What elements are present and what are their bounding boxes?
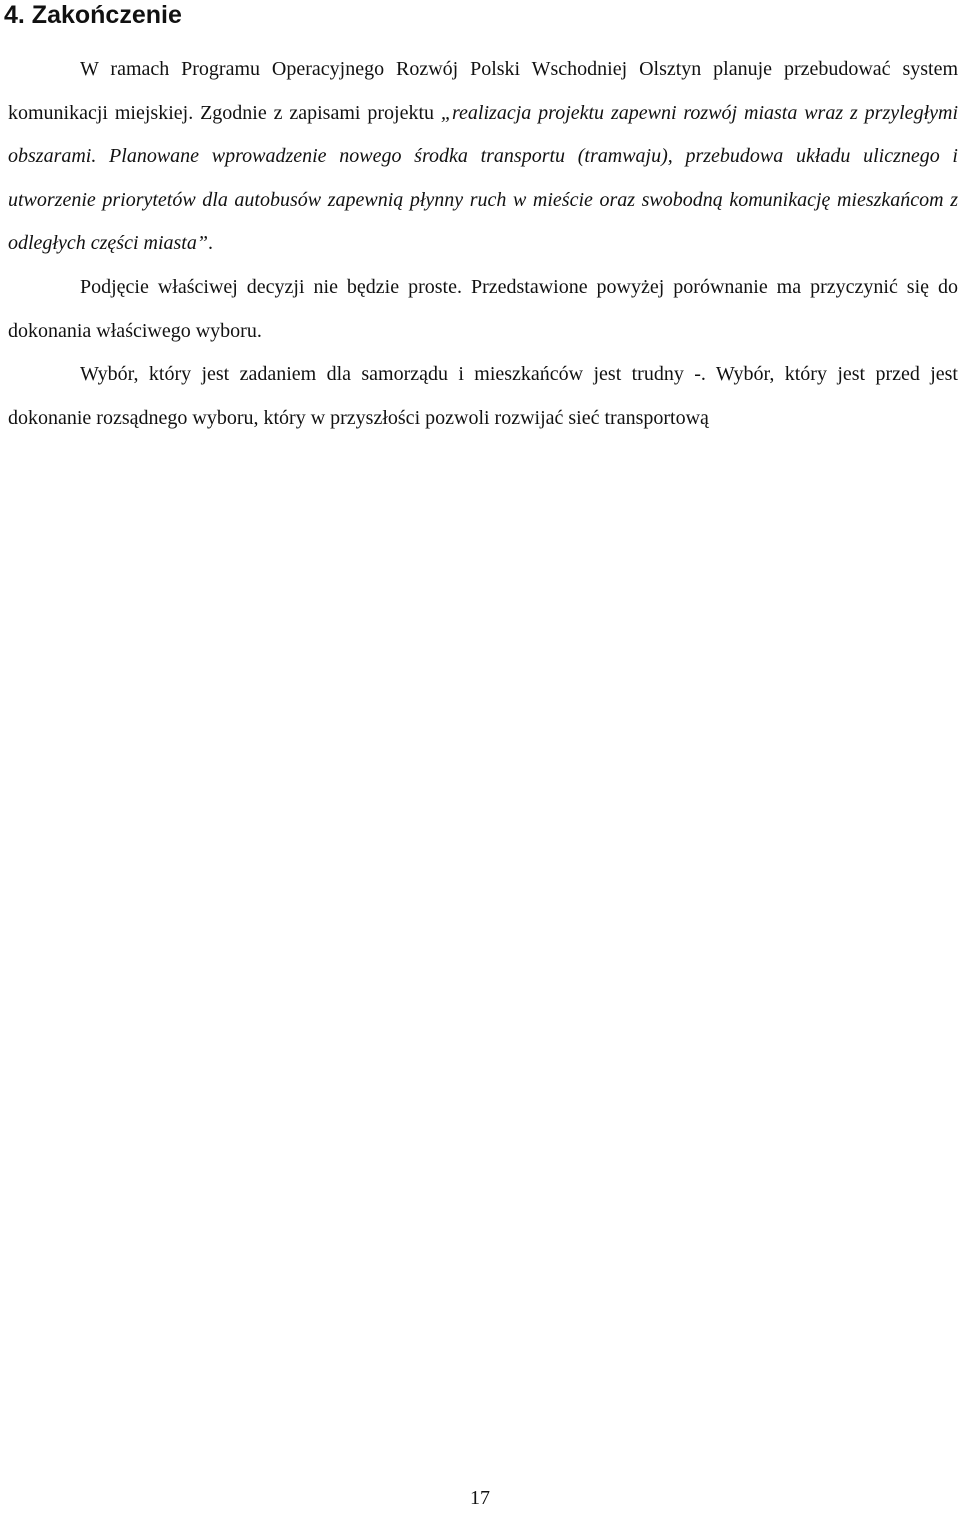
- project-quote: „realizacja projektu zapewni rozwój miasta wraz z przyległymi obszarami. Planowane wprowadzenie nowego środka transportu (tramwaju), przebudowa układu ulicznego i utworzenie priorytetów dla autobusów zapewnią płynny ruch w mieście oraz swobodną komunikację mieszkańcom z odległych części miasta”: [8, 101, 958, 255]
- paragraph-intro-end: .: [207, 232, 213, 255]
- paragraph-intro-text: W ramach Programu Operacyjnego Rozwój Polski Wschodniej Olsztyn planuje przebudować system komunikacji miejskiej. Zgodnie z zapisami projektu: [8, 58, 958, 124]
- section-heading: 4. Zakończenie: [4, 1, 182, 29]
- page-number: 17: [470, 1487, 490, 1509]
- paragraph-intro: [8, 48, 958, 266]
- paragraph-decision: Podjęcie właściwej decyzji nie będzie proste. Przedstawione powyżej porównanie ma przyczynić się do dokonania właściwego wyboru.: [8, 275, 958, 342]
- body-text: [8, 48, 958, 440]
- paragraph-choice: Wybór, który jest zadaniem dla samorządu i mieszkańców jest trudny -. Wybór, który jest przed jest dokonanie rozsądnego wyboru, który w przyszłości pozwoli rozwijać sieć transportową: [8, 363, 958, 429]
